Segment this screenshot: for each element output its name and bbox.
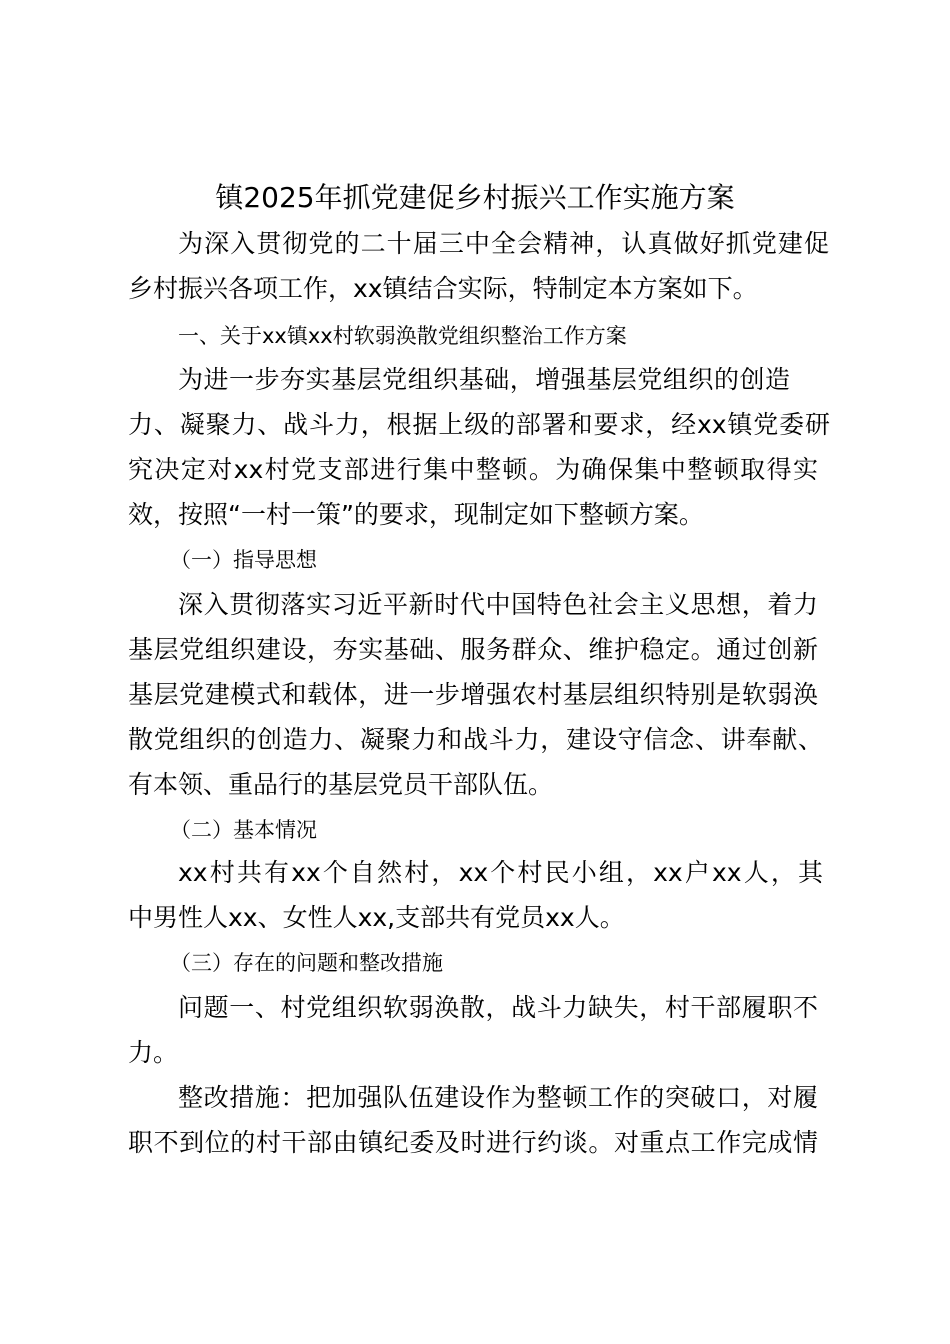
paragraph-line: 力、凝聚力、战斗力，根据上级的部署和要求，经xx镇党委研	[128, 410, 830, 439]
paragraph-line: 究决定对xx村党支部进行集中整顿。为确保集中整顿取得实	[128, 455, 818, 484]
paragraph-line: 中男性人xx、女性人xx,支部共有党员xx人。	[128, 903, 625, 932]
paragraph-line: 基层党建模式和载体，进一步增强农村基层组织特别是软弱涣	[128, 680, 818, 709]
subsection-heading: （二）基本情况	[170, 818, 317, 842]
paragraph-line: 散党组织的创造力、凝聚力和战斗力，建设守信念、讲奉献、	[128, 725, 823, 754]
paragraph-line: 为进一步夯实基层党组织基础，增强基层党组织的创造	[178, 365, 790, 394]
paragraph-line: 乡村振兴各项工作，xx镇结合实际，特制定本方案如下。	[128, 274, 758, 303]
section-heading: 一、关于xx镇xx村软弱涣散党组织整治工作方案	[178, 324, 627, 348]
paragraph-line: 力。	[128, 1038, 179, 1067]
paragraph-line: xx村共有xx个自然村，xx个村民小组，xx户xx人，其	[178, 858, 823, 887]
paragraph-line: 深入贯彻落实习近平新时代中国特色社会主义思想，着力	[178, 590, 818, 619]
paragraph-line: 基层党组织建设，夯实基础、服务群众、维护稳定。通过创新	[128, 635, 818, 664]
paragraph-line: 有本领、重品行的基层党员干部队伍。	[128, 770, 554, 799]
paragraph-line: 整改措施：把加强队伍建设作为整顿工作的突破口，对履	[178, 1083, 818, 1112]
subsection-heading: （三）存在的问题和整改措施	[170, 951, 443, 975]
document-title: 镇2025年抓党建促乡村振兴工作实施方案	[215, 181, 735, 214]
paragraph-line: 职不到位的村干部由镇纪委及时进行约谈。对重点工作完成情	[128, 1128, 818, 1157]
paragraph-line: 问题一、村党组织软弱涣散，战斗力缺失，村干部履职不	[178, 993, 818, 1022]
paragraph-line: 为深入贯彻党的二十届三中全会精神，认真做好抓党建促	[178, 229, 829, 258]
subsection-heading: （一）指导思想	[170, 548, 317, 572]
paragraph-line: 效，按照“一村一策”的要求，现制定如下整顿方案。	[128, 500, 704, 529]
